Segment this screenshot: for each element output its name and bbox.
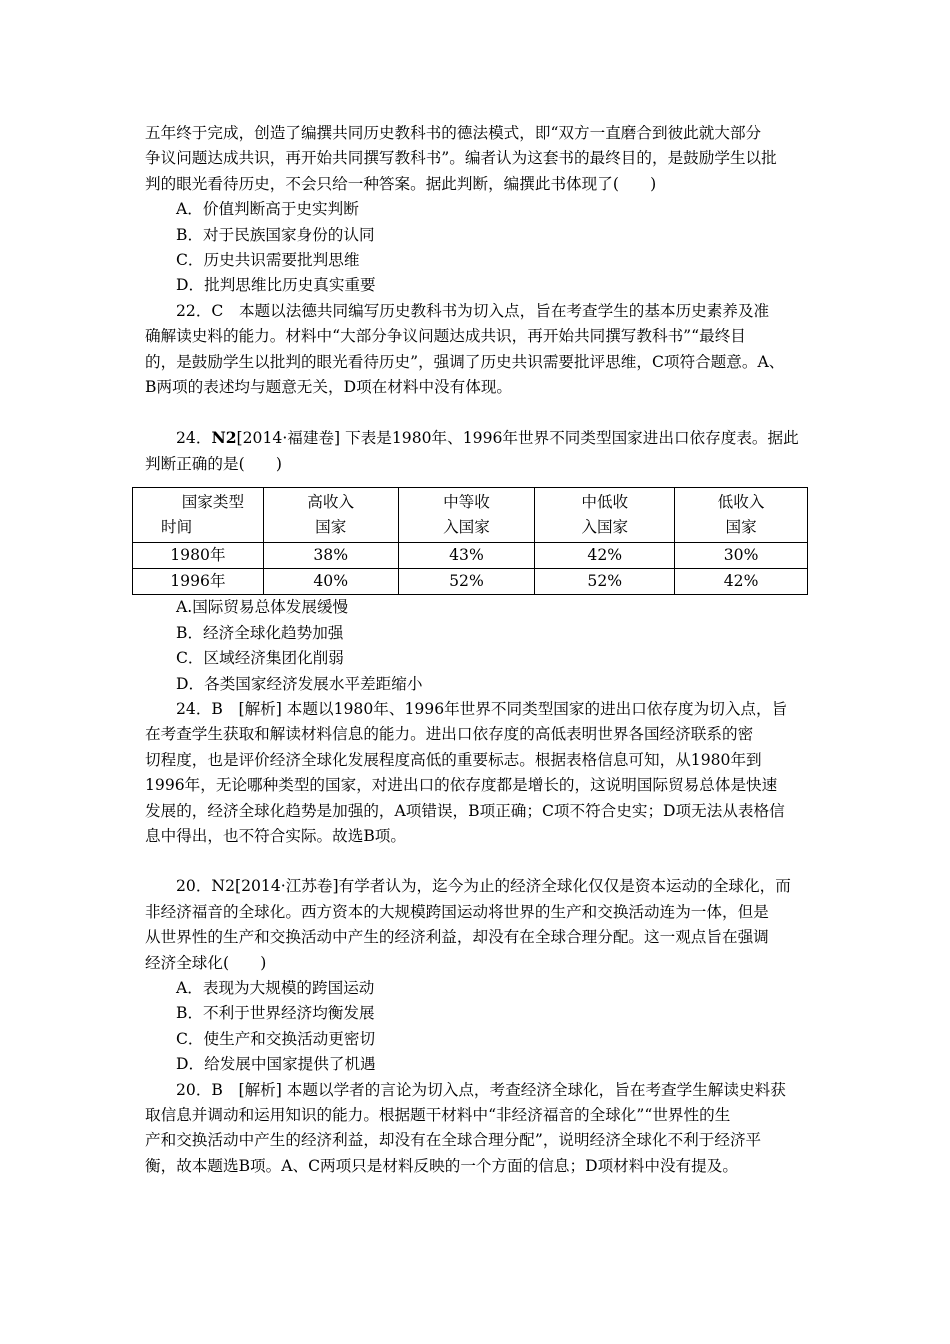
table-cell: 40% [263,569,398,595]
dependence-table [132,487,808,595]
q22-option-d: D．批判思维比历史真实重要 [176,276,376,295]
q22-option-a: A．价值判断高于史实判断 [176,200,359,219]
table-cell: 42% [535,543,675,569]
table-cell: 42% [675,569,808,595]
q24-answer-line: 发展的，经济全球化趋势是加强的，A项错误，B项正确；C项不符合史实；D项无法从表格信 [145,801,785,820]
q24-number: 24． [176,429,212,448]
q22-option-b: B．对于民族国家身份的认同 [176,225,375,244]
question-22 [145,121,821,400]
q24-option-b: B．经济全球化趋势加强 [176,623,344,642]
q24-stem-text: [2014·福建卷] 下表是1980年、1996年世界不同类型国家进出口依存度表。据此 [236,429,799,448]
q20-option-b: B．不利于世界经济均衡发展 [176,1004,375,1023]
q24-answer-line: 24．B [解析] 本题以1980年、1996年世界不同类型国家的进出口依存度为切入点，旨 [176,699,788,718]
q24-option-a: A.国际贸易总体发展缓慢 [176,598,349,617]
table-row [133,543,808,569]
q20-stem-line: 20．N2[2014·江苏卷]有学者认为，迄今为止的经济全球化仅仅是资本运动的全球化，而 [176,877,791,896]
corner-bottom-label: 时间 [161,518,193,537]
table-cell: 52% [398,569,535,595]
table-cell: 30% [675,543,808,569]
q20-answer-line: 产和交换活动中产生的经济利益，却没有在全球合理分配”，说明经济全球化不利于经济平 [145,1131,762,1150]
table-header-cell: 中等收 入国家 [398,488,535,543]
table-year-cell: 1996年 [133,569,264,595]
q24-answer-line: 切程度，也是评价经济全球化发展程度高低的重要标志。根据表格信息可知，从1980年到 [145,750,762,769]
q22-answer-line: 22．C 本题以法德共同编写历史教科书为切入点，旨在考查学生的基本历史素养及准 [176,301,770,320]
table-cell: 43% [398,543,535,569]
q22-answer-line: 的，是鼓励学生以批判的眼光看待历史”，强调了历史共识需要批评思维，C项符合题意。A、 [145,352,785,371]
q20-stem-line: 非经济福音的全球化。西方资本的大规模跨国运动将世界的生产和交换活动连为一体，但是 [145,902,769,921]
q24-answer-line: 在考查学生获取和解读材料信息的能力。进出口依存度的高低表明世界各国经济联系的密 [145,725,754,744]
q24-stem-line [145,425,821,451]
document-page [145,121,821,1179]
corner-top-label: 国家类型 [181,493,245,512]
q22-stem-line: 五年终于完成，创造了编撰共同历史教科书的德法模式，即“双方一直磨合到彼此就大部分 [145,124,762,142]
section-gap [145,849,821,874]
question-24 [145,425,821,849]
table-year-cell: 1980年 [133,543,264,569]
q24-option-d: D．各类国家经济发展水平差距缩小 [176,674,423,693]
table-header-row [133,488,808,543]
q24-answer-line: 1996年，无论哪种类型的国家，对进出口的依存度都是增长的，这说明国际贸易总体是快速 [145,776,778,795]
question-20 [145,874,821,1179]
q20-option-d: D．给发展中国家提供了机遇 [176,1055,376,1074]
q22-answer-line: 确解读史料的能力。材料中“大部分争议问题达成共识，再开始共同撰写教科书”“最终目 [145,327,746,346]
q22-stem-line: 判的眼光看待历史，不会只给一种答案。据此判断，编撰此书体现了( ) [145,174,657,193]
table-header-cell: 中低收 入国家 [535,488,675,543]
table-corner-cell [133,488,264,543]
table-cell: 38% [263,543,398,569]
q20-option-c: C．使生产和交换活动更密切 [176,1029,376,1048]
table-header-cell: 低收入 国家 [675,488,808,543]
q20-option-a: A．表现为大规模的跨国运动 [176,978,375,997]
q24-answer-line: 息中得出，也不符合实际。故选B项。 [145,826,406,845]
q22-stem-line: 争议问题达成共识，再开始共同撰写教科书”。编者认为这套书的最终目的，是鼓励学生以批 [145,149,777,168]
section-gap [145,400,821,425]
q20-answer-line: 20．B [解析] 本题以学者的言论为切入点，考查经济全球化，旨在考查学生解读史料获 [176,1080,786,1099]
q22-option-c: C．历史共识需要批判思维 [176,251,360,270]
table-header-cell: 高收入 国家 [263,488,398,543]
q24-stem-line: 判断正确的是( ) [145,454,282,473]
q20-answer-line: 取信息并调动和运用知识的能力。根据题干材料中“非经济福音的全球化”“世界性的生 [145,1106,731,1124]
q20-answer-line: 衡，故本题选B项。A、C两项只是材料反映的一个方面的信息；D项材料中没有提及。 [145,1156,738,1175]
q22-answer-line: B两项的表述均与题意无关，D项在材料中没有体现。 [145,378,513,397]
q24-option-c: C．区域经济集团化削弱 [176,649,344,668]
q24-code: N2 [211,428,237,448]
q20-stem-line: 经济全球化( ) [145,953,267,972]
table-row [133,569,808,595]
q20-stem-line: 从世界性的生产和交换活动中产生的经济利益，却没有在全球合理分配。这一观点旨在强调 [145,928,769,947]
table-cell: 52% [535,569,675,595]
